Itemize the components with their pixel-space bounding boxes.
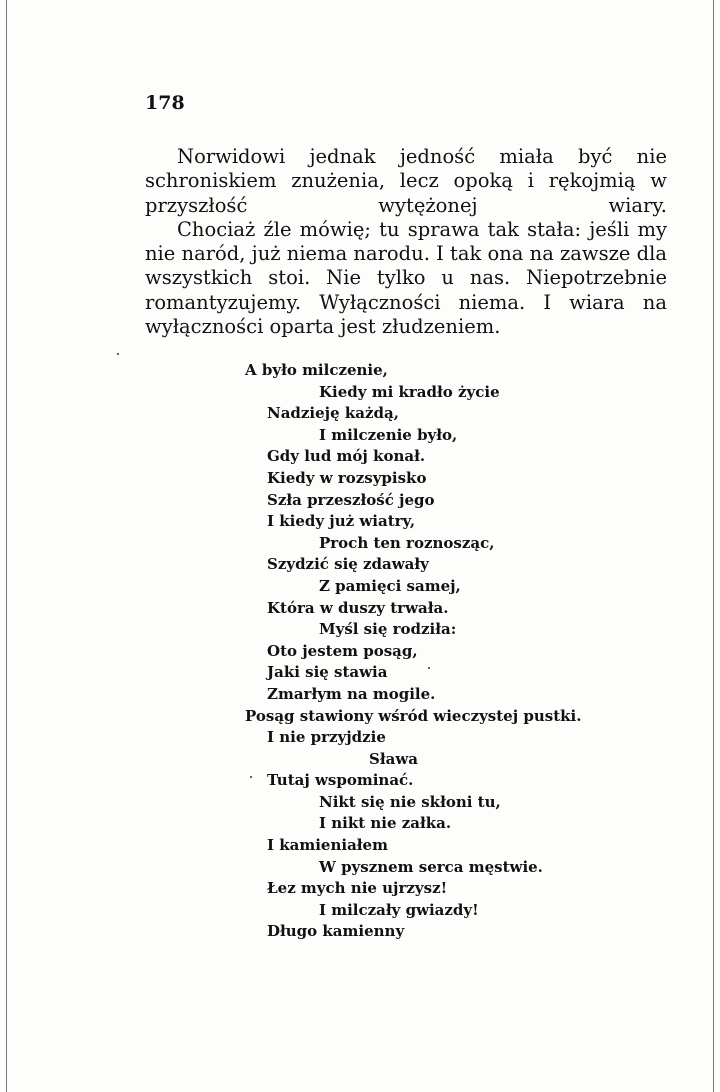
poem-line: Szła przeszłość jego <box>267 490 435 509</box>
poem-line: Sława <box>369 749 418 768</box>
poem-line: Proch ten roznosząc, <box>319 533 495 552</box>
poem-line: Długo kamienny <box>267 922 405 941</box>
poem-line: Oto jestem posąg, <box>267 641 418 660</box>
poem-line: Kiedy w rozsypisko <box>267 468 427 487</box>
poem-line: Szydzić się zdawały <box>267 555 429 574</box>
poem-line: Myśl się rodziła: <box>319 620 457 639</box>
poem-line: Kiedy mi kradło życie <box>319 382 500 401</box>
poem-line: Która w duszy trwała. <box>267 598 449 617</box>
paragraph: Chociaż źle mówię; tu sprawa tak stała: jeśli my nie naród, już niema narodu. I tak ona na zawsze dla wszystkich stoi. Nie tylko u nas. Niepotrzebnie romantyzujemy. Wyłączności niema. I wiara na wyłączności oparta jest złudzeniem. <box>145 217 667 339</box>
poem-line: I kiedy już wiatry, <box>267 512 416 531</box>
page-number: 178 <box>145 92 185 114</box>
poem-line: Tutaj wspominać. <box>267 771 414 790</box>
poem-line: Nadzieję każdą, <box>267 404 399 423</box>
poem-line: Z pamięci samej, <box>319 576 461 595</box>
poem-line: I nikt nie załka. <box>319 814 452 833</box>
poem-line: W pysznem serca męstwie. <box>319 857 543 876</box>
poem-line: I kamieniałem <box>267 836 388 855</box>
poem-block <box>245 360 665 943</box>
right-margin-rule <box>713 0 714 1092</box>
prose-block <box>145 145 667 339</box>
poem-line: Nikt się nie skłoni tu, <box>319 792 501 811</box>
ink-speck <box>117 353 119 355</box>
poem-line: I milczały gwiazdy! <box>319 900 479 919</box>
poem-line: Łez mych nie ujrzysz! <box>267 879 448 898</box>
poem-line: Gdy lud mój konał. <box>267 447 426 466</box>
poem-line: Zmarłym na mogile. <box>267 684 436 703</box>
left-margin-rule <box>6 0 7 1092</box>
paragraph: Norwidowi jednak jedność miała być nie schroniskiem znużenia, lecz opoką i rękojmią w przyszłość wytężonej wiary. <box>145 145 667 217</box>
poem-line: Posąg stawiony wśród wieczystej pustki. <box>245 706 582 725</box>
poem-line: I milczenie było, <box>319 425 458 444</box>
poem-line: I nie przyjdzie <box>267 728 386 747</box>
poem-line: Jaki się stawia <box>267 663 388 682</box>
poem-line: A było milczenie, <box>245 361 388 379</box>
